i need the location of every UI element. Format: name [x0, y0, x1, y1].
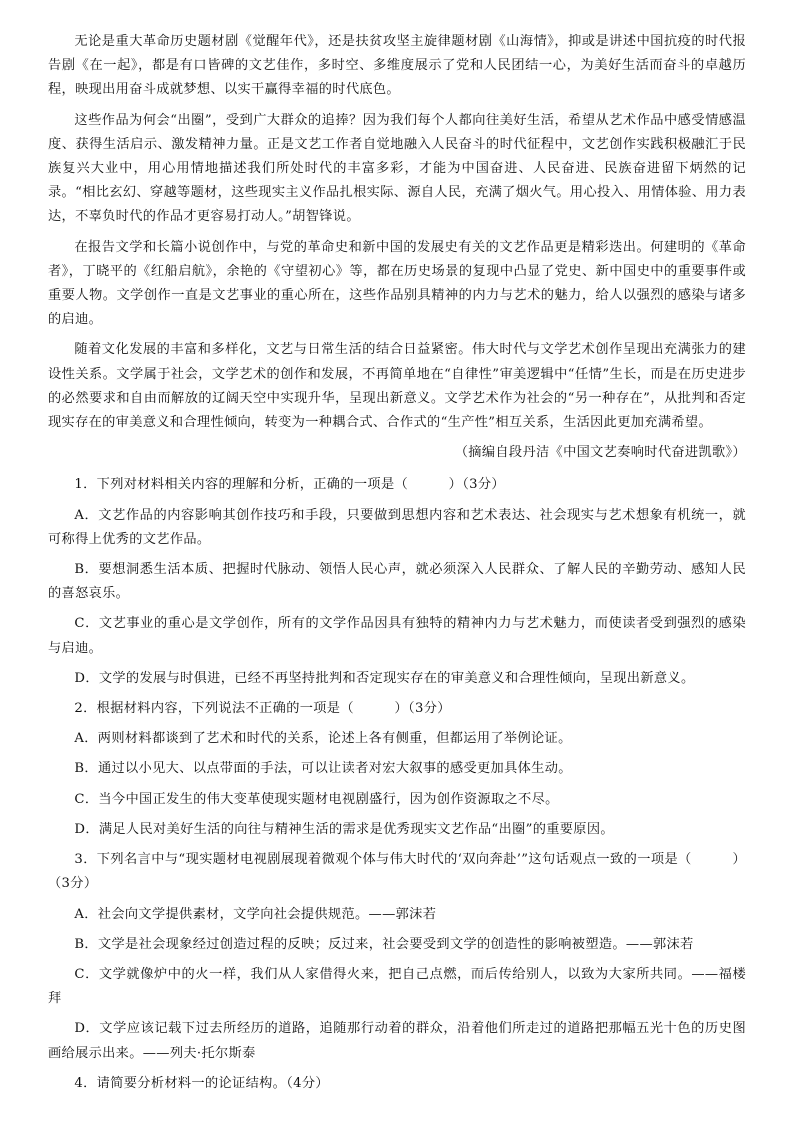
- option-b: B．文学是社会现象经过创造过程的反映；反过来，社会要受到文学的创造性的影响被塑造。——郭沫若: [74, 936, 694, 952]
- reading-passage: [48, 30, 746, 465]
- question-stem: 4．请简要分析材料一的论证结构。（4分）: [74, 1075, 329, 1091]
- exam-page: [48, 30, 746, 1102]
- passage-paragraph: 这些作品为何会“出圈”，受到广大群众的追捧？因为我们每个人都向往美好生活，希望从艺术作品中感受情感温度、获得生活启示、激发精神力量。正是文艺工作者自觉地融入人民奋斗的时代征程中，文艺创作实践积极融汇于民族复兴大业中，用心用情地描述我们所处时代的丰富多彩，才能为中国奋进、人民奋进、民族奋进留下炳然的记录。“相比玄幻、穿越等题材，这些现实主义作品扎根实际、源自人民，充满了烟火气。用心投入、用情体验、用力表达，不辜负时代的作品才更容易打动人。”胡智锋说。: [48, 112, 746, 225]
- question-stem: 2．根据材料内容，下列说法不正确的一项是（ ）（3分）: [74, 701, 451, 717]
- passage-paragraph: 无论是重大革命历史题材剧《觉醒年代》，还是扶贫攻坚主旋律题材剧《山海情》，抑或是讲述中国抗疫的时代报告剧《在一起》，都是有口皆碑的文艺佳作，多时空、多维度展示了党和人民团结一心，为美好生活而奋斗的卓越历程，映现出用奋斗成就梦想、以实干赢得幸福的时代底色。: [48, 34, 746, 98]
- question-3: [48, 848, 746, 1066]
- option-a: A．两则材料都谈到了艺术和时代的关系，论述上各有侧重，但都运用了举例论证。: [74, 731, 572, 747]
- option-c: C．文学就像炉中的火一样，我们从人家借得火来，把自己点燃，而后传给别人，以致为大家所共同。——福楼拜: [48, 966, 746, 1007]
- option-a: A．文艺作品的内容影响其创作技巧和手段，只要做到思想内容和艺术表达、社会现实与艺术想象有机统一，就可称得上优秀的文艺作品。: [48, 507, 746, 547]
- question-4: [48, 1072, 746, 1096]
- question-stem: 3．下列名言中与“现实题材电视剧展现着微观个体与伟大时代的‘双向奔赴’”这句话观点一致的一项是（ ）（3分）: [48, 852, 746, 892]
- passage-source: （摘编自段丹洁《中国文艺奏响时代奋进凯歌》）: [454, 445, 746, 461]
- passage-paragraph: 在报告文学和长篇小说创作中，与党的革命史和新中国的发展史有关的文艺作品更是精彩迭出。何建明的《革命者》，丁晓平的《红船启航》，余艳的《守望初心》等，都在历史场景的复现中凸显了党史、新中国史中的重要事件或重要人物。文学创作一直是文艺事业的重心所在，这些作品别具精神的内力与艺术的魅力，给人以强烈的感染与诸多的启迪。: [48, 239, 746, 328]
- passage-paragraph: 随着文化发展的丰富和多样化，文艺与日常生活的结合日益紧密。伟大时代与文学艺术创作呈现出充满张力的建设性关系。文学属于社会，文学艺术的创作和发展，不再简单地在“自律性”审美逻辑中“任情”生长，而是在历史进步的必然要求和自由而解放的辽阔天空中实现升华，呈现出新意义。文学艺术作为社会的“另一种存在”，从批判和否定现实存在的审美意义和合理性倾向，转变为一种耦合式、合作式的“生产性”相互关系，生活因此更加充满希望。: [48, 342, 746, 431]
- option-b: B．要想洞悉生活本质、把握时代脉动、领悟人民心声，就必须深入人民群众、了解人民的辛勤劳动、感知人民的喜怒哀乐。: [48, 562, 746, 602]
- question-stem: 1．下列对材料相关内容的理解和分析，正确的一项是（ ）（3分）: [74, 477, 505, 493]
- option-c: C．当今中国正发生的伟大变革使现实题材电视剧盛行，因为创作资源取之不尽。: [74, 791, 559, 807]
- option-d: D．文学应该记载下过去所经历的道路，追随那行动着的群众，沿着他们所走过的道路把那幅五光十色的历史图画给展示出来。——列夫·托尔斯泰: [48, 1021, 746, 1061]
- option-a: A．社会向文学提供素材，文学向社会提供规范。——郭沫若: [74, 906, 437, 922]
- option-c: C．文艺事业的重心是文学创作，所有的文学作品因具有独特的精神内力与艺术魅力，而使读者受到强烈的感染与启迪。: [48, 616, 746, 656]
- question-2: [48, 697, 746, 842]
- question-1: [48, 473, 746, 691]
- option-b: B．通过以小见大、以点带面的手法，可以让读者对宏大叙事的感受更加具体生动。: [74, 761, 572, 777]
- option-d: D．满足人民对美好生活的向往与精神生活的需求是优秀现实文艺作品“出圈”的重要原因。: [74, 821, 614, 837]
- option-d: D．文学的发展与时俱进，已经不再坚持批判和否定现实存在的审美意义和合理性倾向，呈现出新意义。: [74, 670, 695, 686]
